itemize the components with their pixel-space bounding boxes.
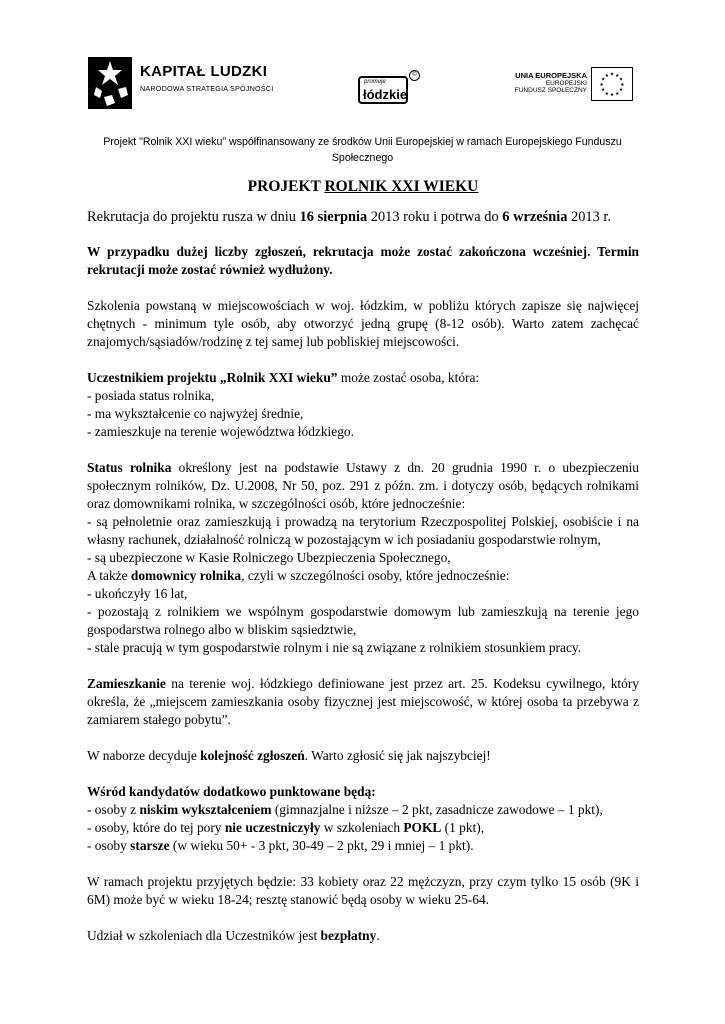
points-l3-bold: starsze bbox=[130, 838, 170, 853]
list-item bbox=[87, 837, 639, 855]
free-participation-paragraph bbox=[87, 927, 639, 945]
points-l1-pre: - osoby z bbox=[87, 802, 140, 817]
points-l2-post: (1 pkt), bbox=[441, 820, 485, 835]
eu-logo bbox=[488, 67, 633, 107]
free-prefix: Udział w szkoleniach dla Uczestników jest bbox=[87, 928, 321, 943]
status-heading: Status rolnika bbox=[87, 460, 172, 475]
residence-term: Zamieszkanie bbox=[87, 676, 166, 691]
header-logos bbox=[88, 55, 633, 115]
residence-paragraph bbox=[87, 675, 639, 729]
recruitment-dates bbox=[87, 208, 639, 226]
copyright-mark: © bbox=[409, 70, 420, 81]
list-item: - ukończyły 16 lat, bbox=[87, 586, 188, 601]
lodzkie-small-text: promuje bbox=[364, 79, 386, 85]
svg-text:★: ★ bbox=[609, 72, 615, 78]
svg-text:★: ★ bbox=[615, 91, 620, 97]
eu-line-3: FUNDUSZ SPOŁECZNY bbox=[514, 87, 587, 94]
points-l2-bold2: POKL bbox=[403, 820, 442, 835]
points-l3-post: (w wieku 50+ - 3 pkt, 30-49 – 2 pkt, 29 i mniej – 1 pkt). bbox=[169, 838, 474, 853]
list-item: - są ubezpieczone w Kasie Rolniczego Ubezpieczenia Społecznego, bbox=[87, 550, 451, 565]
svg-text:★: ★ bbox=[618, 88, 624, 94]
points-l2-pre: - osoby, które do tej pory bbox=[87, 820, 225, 835]
points-l1-bold: niskim wykształceniem bbox=[139, 802, 272, 817]
page-title bbox=[87, 178, 639, 196]
household-members-line bbox=[87, 567, 639, 585]
svg-text:★: ★ bbox=[604, 91, 609, 97]
svg-text:★: ★ bbox=[615, 73, 620, 79]
kapital-ludzki-emblem-icon bbox=[88, 57, 132, 109]
participant-intro: może zostać osoba, która: bbox=[337, 370, 480, 385]
recruit-text-a: Rekrutacja do projektu rusza w dniu bbox=[87, 209, 300, 225]
recruit-end-date: 6 września bbox=[502, 209, 568, 225]
kapital-ludzki-logo bbox=[88, 57, 288, 113]
svg-text:★: ★ bbox=[620, 82, 625, 88]
points-l2-mid: w szkoleniach bbox=[320, 820, 404, 835]
also-prefix: A także bbox=[87, 568, 131, 583]
kapital-ludzki-subtitle: NARODOWA STRATEGIA SPÓJNOŚCI bbox=[140, 84, 274, 93]
svg-text:★: ★ bbox=[618, 77, 624, 83]
list-item bbox=[87, 801, 639, 819]
eu-line-2: EUROPEJSKI bbox=[545, 80, 587, 87]
document-body bbox=[87, 178, 639, 963]
points-l1-post: (gimnazjalne i niższe – 2 pkt, zasadnicze zawodowe – 1 pkt), bbox=[271, 802, 603, 817]
composition-paragraph: W ramach projektu przyjętych będzie: 33 kobiety oraz 22 mężczyzn, przy czym tylko 15 osób (9K i 6M) może być w wieku 18-24; resztę stanowić będą osoby w wieku 25-64. bbox=[87, 874, 639, 907]
points-heading: Wśród kandydatów dodatkowo punktowane będą: bbox=[87, 784, 376, 799]
lodzkie-frame bbox=[358, 76, 408, 104]
farmer-status-paragraph bbox=[87, 459, 639, 657]
warning-text: W przypadku dużej liczby zgłoszeń, rekrutacja może zostać zakończona wcześniej. Termin rekrutacji może zostać również wydłużony. bbox=[87, 244, 639, 277]
trainings-paragraph: Szkolenia powstaną w miejscowościach w woj. łódzkim, w pobliżu których zapisze się najwięcej chętnych - minimum tyle osób, aby otworzyć jedną grupę (8-12 osób). Warto zatem zachęcać znajomych/sąsiadów/rodzinę z tej samej lub pobliskiej miejscowości. bbox=[87, 298, 639, 349]
svg-text:★: ★ bbox=[604, 73, 609, 79]
free-suffix: . bbox=[376, 928, 380, 943]
recruitment-warning bbox=[87, 243, 639, 279]
svg-text:★: ★ bbox=[609, 93, 615, 99]
svg-text:★: ★ bbox=[600, 88, 606, 94]
recruit-text-e: 2013 r. bbox=[567, 209, 612, 225]
list-item: - ma wykształcenie co najwyżej średnie, bbox=[87, 406, 304, 421]
recruit-start-date: 16 sierpnia bbox=[299, 209, 368, 225]
status-intro: określony jest na podstawie Ustawy z dn. 20 grudnia 1990 r. o ubezpieczeniu społecznym rolników, Dz. U.2008, Nr 50, poz. 291 z późn. zm. i dotyczy osób, będących rolnikami oraz domownikami rolnika, w szczególności osób, które jednocześnie: bbox=[87, 460, 639, 511]
eu-flag-icon bbox=[591, 67, 633, 101]
title-prefix: PROJEKT bbox=[247, 178, 325, 195]
order-prefix: W naborze decyduje bbox=[87, 748, 201, 763]
recruit-text-c: 2013 roku i potrwa do bbox=[367, 209, 503, 225]
kapital-ludzki-title: KAPITAŁ LUDZKI bbox=[140, 63, 268, 80]
points-l3-pre: - osoby bbox=[87, 838, 131, 853]
participant-paragraph bbox=[87, 369, 639, 441]
also-suffix: , czyli w szczególności osoby, które jednocześnie: bbox=[241, 568, 510, 583]
list-item: - posiada status rolnika, bbox=[87, 388, 215, 403]
list-item bbox=[87, 819, 639, 837]
residence-text: na terenie woj. łódzkiego definiowane jest przez art. 25. Kodeksu cywilnego, który określa, że „miejscem zamieszkania osoby fizycznej jest miejscowość, w której osoba ta przebywa z zamiarem stałego pobytu”. bbox=[87, 676, 639, 727]
eu-logo-text bbox=[515, 71, 587, 94]
funding-statement: Projekt "Rolnik XXI wieku" współfinansowany ze środków Unii Europejskiej w ramach Europejskiego Funduszu Społecznego bbox=[103, 136, 622, 164]
list-item: - zamieszkuje na terenie województwa łódzkiego. bbox=[87, 424, 354, 439]
order-paragraph bbox=[87, 747, 639, 765]
order-term: kolejność zgłoszeń bbox=[200, 748, 305, 763]
points-l2-bold: nie uczestniczyły bbox=[224, 820, 321, 835]
order-suffix: . Warto zgłosić się jak najszybciej! bbox=[304, 748, 491, 763]
household-members-term: domownicy rolnika bbox=[130, 568, 242, 583]
points-paragraph bbox=[87, 783, 639, 855]
list-item: - są pełnoletnie oraz zamieszkują i prowadzą na terytorium Rzeczpospolitej Polskiej, osobiście i na własny rachunek, działalność rolniczą w pozostającym w ich posiadaniu gospodarstwie rolnym, bbox=[87, 514, 639, 547]
svg-text:★: ★ bbox=[599, 82, 604, 88]
eu-line-1: UNIA EUROPEJSKA bbox=[515, 71, 587, 80]
title-underlined: ROLNIK XXI WIEKU bbox=[324, 178, 479, 195]
list-item: - pozostają z rolnikiem we wspólnym gospodarstwie domowym lub zamieszkują na terenie jego gospodarstwa rolnego albo w bliskim sąsiedztwie, bbox=[87, 604, 639, 637]
lodzkie-big-text: łódzkie bbox=[363, 87, 408, 102]
lodzkie-logo bbox=[358, 70, 422, 106]
svg-text:★: ★ bbox=[600, 77, 606, 83]
free-term: bezpłatny bbox=[320, 928, 377, 943]
participant-heading: Uczestnikiem projektu „Rolnik XXI wieku” bbox=[87, 370, 338, 385]
list-item: - stale pracują w tym gospodarstwie rolnym i nie są związane z rolnikiem stosunkiem pracy. bbox=[87, 640, 582, 655]
